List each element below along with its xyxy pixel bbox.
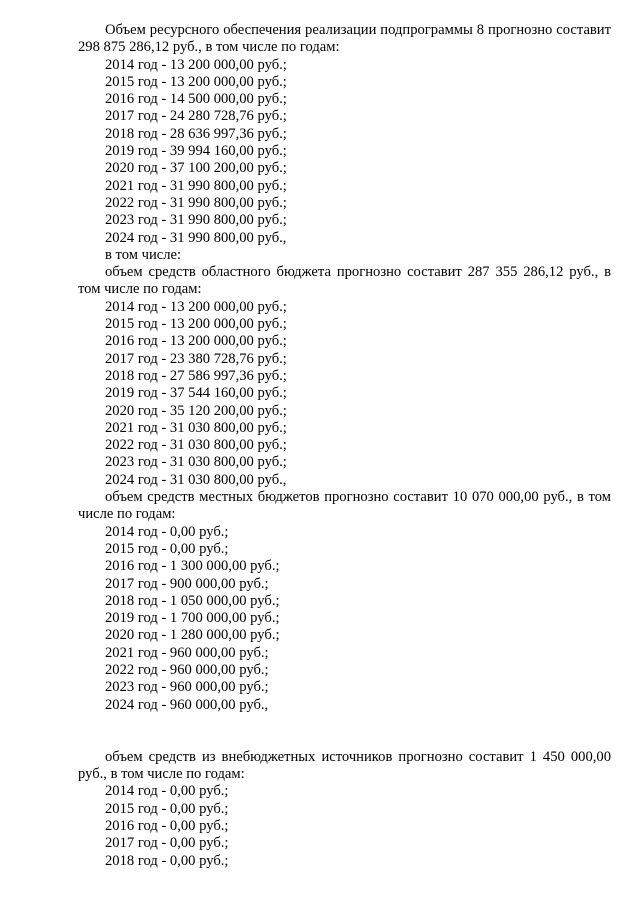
total-year-line: 2021 год - 31 990 800,00 руб.; — [105, 177, 287, 194]
total-by-year-list — [78, 57, 611, 247]
local-year-line: 2020 год - 1 280 000,00 руб.; — [105, 627, 280, 644]
document-body — [78, 22, 611, 870]
regional-year-line: 2024 год - 31 030 800,00 руб., — [105, 471, 287, 488]
including-label: в том числе: — [105, 246, 182, 263]
total-year-line: 2016 год - 14 500 000,00 руб.; — [105, 91, 287, 108]
total-year-line: 2022 год - 31 990 800,00 руб.; — [105, 194, 287, 211]
total-year-line: 2014 год - 13 200 000,00 руб.; — [105, 56, 287, 73]
total-year-line: 2020 год - 37 100 200,00 руб.; — [105, 160, 287, 177]
extrabudget-year-line: 2015 год - 0,00 руб.; — [105, 800, 229, 817]
blank-line — [78, 731, 611, 749]
local-year-line: 2016 год - 1 300 000,00 руб.; — [105, 558, 280, 575]
local-by-year-list — [78, 524, 611, 714]
local-year-line: 2022 год - 960 000,00 руб.; — [105, 661, 269, 678]
regional-year-line: 2023 год - 31 030 800,00 руб.; — [105, 454, 287, 471]
total-year-line: 2023 год - 31 990 800,00 руб.; — [105, 212, 287, 229]
regional-year-line: 2016 год - 13 200 000,00 руб.; — [105, 333, 287, 350]
blank-line — [78, 714, 611, 732]
total-year-line: 2019 год - 39 994 160,00 руб.; — [105, 143, 287, 160]
local-year-line: 2014 год - 0,00 руб.; — [105, 523, 229, 540]
extrabudget-year-line: 2017 год - 0,00 руб.; — [105, 835, 229, 852]
extrabudget-year-line: 2016 год - 0,00 руб.; — [105, 818, 229, 835]
local-year-line: 2023 год - 960 000,00 руб.; — [105, 679, 269, 696]
extrabudget-by-year-list — [78, 783, 611, 869]
local-year-line: 2017 год - 900 000,00 руб.; — [105, 575, 269, 592]
local-year-line: 2024 год - 960 000,00 руб., — [105, 696, 269, 713]
regional-year-line: 2022 год - 31 030 800,00 руб.; — [105, 437, 287, 454]
regional-year-line: 2019 год - 37 544 160,00 руб.; — [105, 385, 287, 402]
local-year-line: 2015 год - 0,00 руб.; — [105, 540, 229, 557]
extrabudget-year-line: 2014 год - 0,00 руб.; — [105, 783, 229, 800]
total-year-line: 2015 год - 13 200 000,00 руб.; — [105, 73, 287, 90]
regional-year-line: 2021 год - 31 030 800,00 руб.; — [105, 419, 287, 436]
regional-year-line: 2015 год - 13 200 000,00 руб.; — [105, 316, 287, 333]
total-funding-paragraph: Объем ресурсного обеспечения реализации подпрограммы 8 прогнозно составит 298 875 286,12 руб., в том числе по годам: — [78, 22, 611, 56]
extrabudget-year-line: 2018 год - 0,00 руб.; — [105, 852, 229, 869]
regional-year-line: 2017 год - 23 380 728,76 руб.; — [105, 350, 287, 367]
local-budget-paragraph: объем средств местных бюджетов прогнозно составит 10 070 000,00 руб., в том числе по годам: — [78, 489, 611, 523]
local-year-line: 2018 год - 1 050 000,00 руб.; — [105, 592, 280, 609]
regional-by-year-list — [78, 299, 611, 489]
regional-year-line: 2014 год - 13 200 000,00 руб.; — [105, 298, 287, 315]
regional-budget-paragraph: объем средств областного бюджета прогнозно составит 287 355 286,12 руб., в том числе по годам: — [78, 264, 611, 298]
total-year-line: 2018 год - 28 636 997,36 руб.; — [105, 125, 287, 142]
regional-year-line: 2018 год - 27 586 997,36 руб.; — [105, 367, 287, 384]
local-year-line: 2019 год - 1 700 000,00 руб.; — [105, 610, 280, 627]
total-year-line: 2024 год - 31 990 800,00 руб., — [105, 229, 287, 246]
total-year-line: 2017 год - 24 280 728,76 руб.; — [105, 108, 287, 125]
local-year-line: 2021 год - 960 000,00 руб.; — [105, 644, 269, 661]
extrabudget-paragraph: объем средств из внебюджетных источников прогнозно составит 1 450 000,00 руб., в том числе по годам: — [78, 748, 611, 783]
regional-year-line: 2020 год - 35 120 200,00 руб.; — [105, 402, 287, 419]
